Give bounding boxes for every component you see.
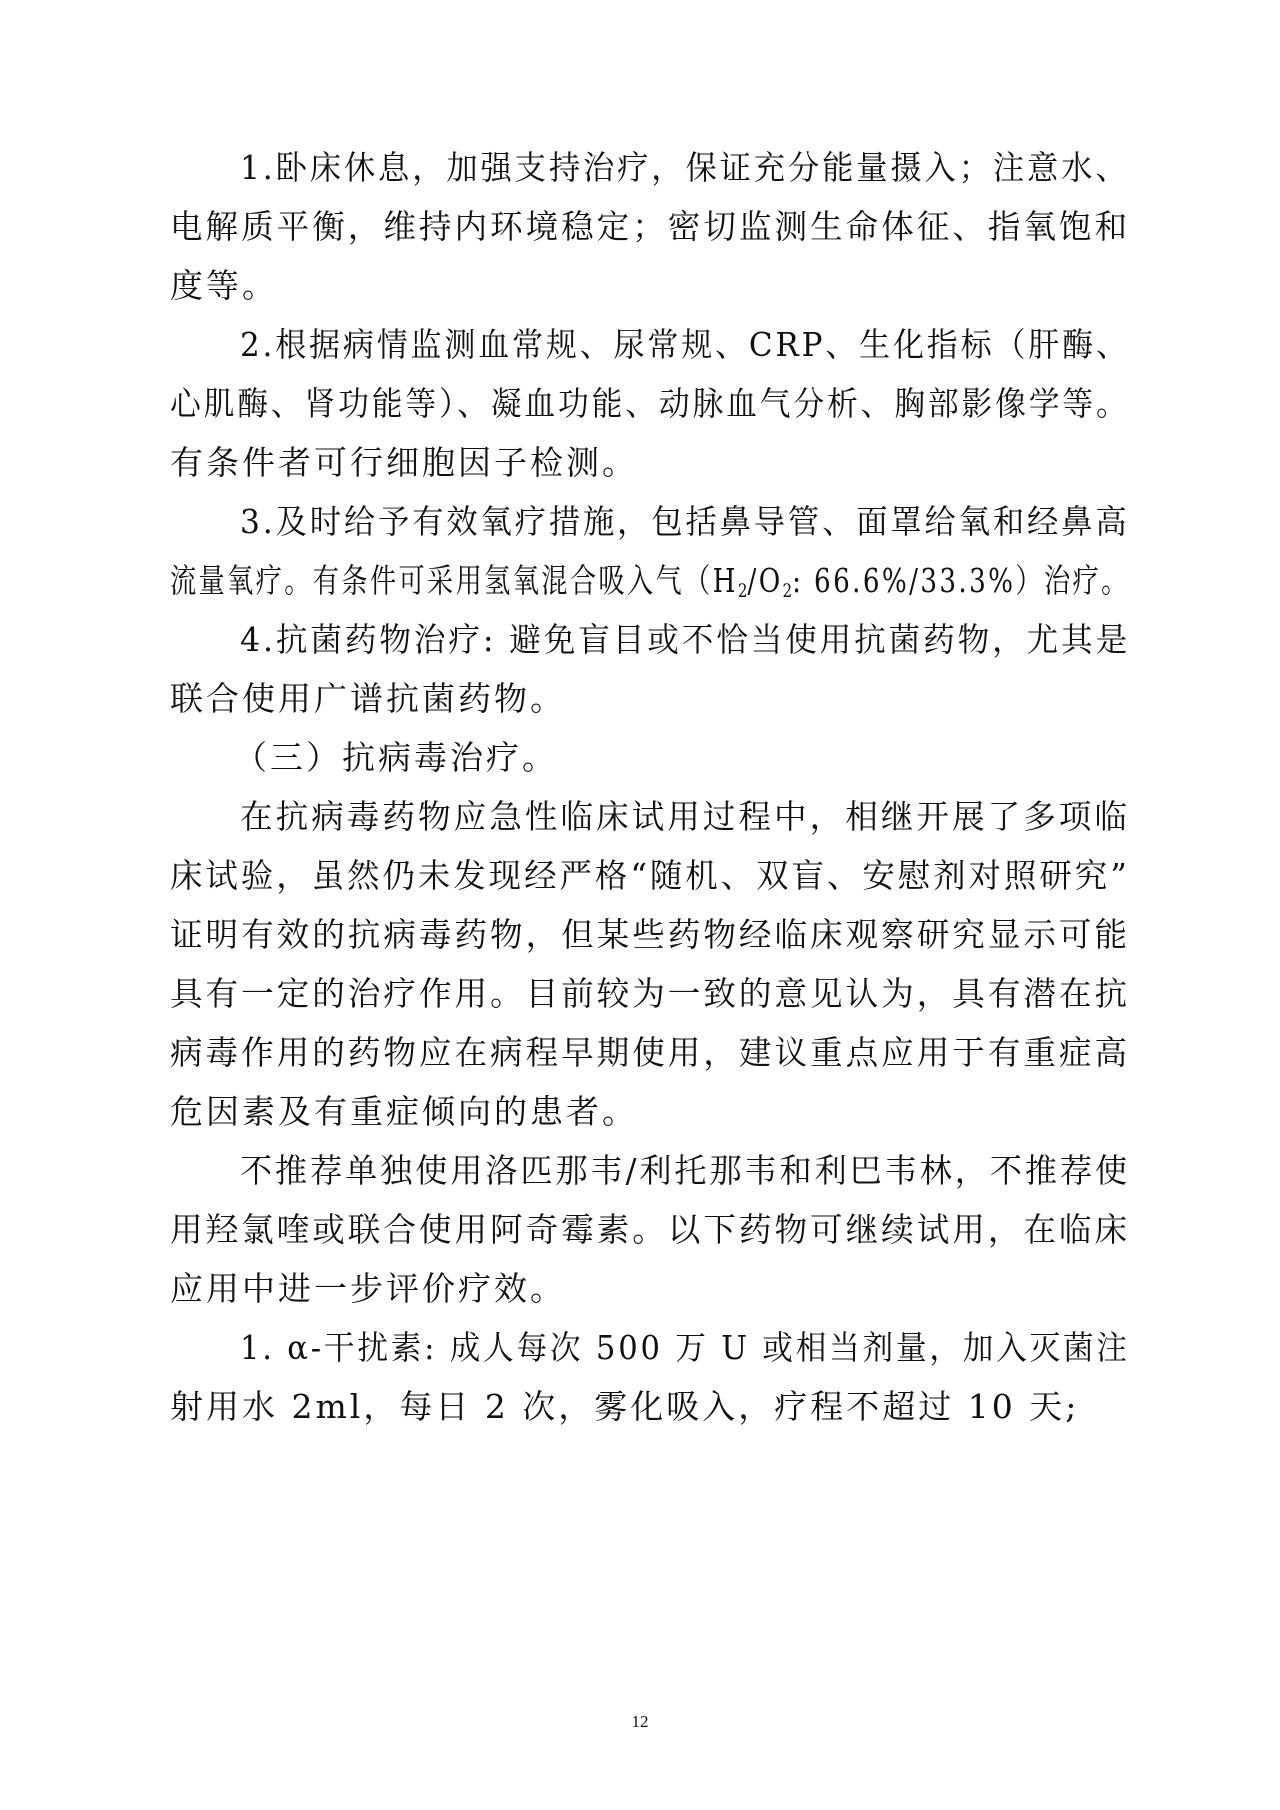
text-line: 2.根据病情监测血常规、尿常规、CRP、生化指标（肝酶、 <box>240 325 1130 364</box>
text-line: 用羟氯喹或联合使用阿奇霉素。以下药物可继续试用，在临床 <box>170 1210 1131 1249</box>
text-line: 具有一定的治疗作用。目前较为一致的意见认为，具有潜在抗 <box>170 974 1131 1013</box>
text-line: 证明有效的抗病毒药物，但某些药物经临床观察研究显示可能 <box>170 915 1131 954</box>
text-line: 3.及时给予有效氧疗措施，包括鼻导管、面罩给氧和经鼻高 <box>240 502 1130 541</box>
subscript: 2 <box>737 580 748 602</box>
text-segment: 流量氧疗。有条件可采用氢氧混合吸入气（H <box>170 561 738 600</box>
text-line: 电解质平衡，维持内环境稳定；密切监测生命体征、指氧饱和 <box>170 207 1131 246</box>
text-line: 联合使用广谱抗菌药物。 <box>170 679 566 718</box>
text-line: 4.抗菌药物治疗: 避免盲目或不恰当使用抗菌药物，尤其是 <box>240 620 1131 659</box>
text-line: 度等。 <box>170 266 278 305</box>
section-heading: （三）抗病毒治疗。 <box>234 738 558 777</box>
text-line: 有条件者可行细胞因子检测。 <box>170 443 638 482</box>
text-segment: /O <box>747 561 783 600</box>
text-line-with-formula <box>170 561 1130 601</box>
text-line: 应用中进一步评价疗效。 <box>170 1269 566 1308</box>
text-line: 不推荐单独使用洛匹那韦/利托那韦和利巴韦林，不推荐使 <box>240 1151 1131 1190</box>
text-line: 危因素及有重症倾向的患者。 <box>170 1092 638 1131</box>
page-number: 12 <box>631 1712 649 1731</box>
subscript: 2 <box>782 580 793 602</box>
text-line: 1. α-干扰素: 成人每次 500 万 U 或相当剂量，加入灭菌注 <box>240 1328 1130 1367</box>
text-segment: : 66.6%/33.3%）治疗。 <box>792 561 1130 600</box>
text-line: 在抗病毒药物应急性临床试用过程中，相继开展了多项临 <box>240 797 1131 836</box>
text-line: 1.卧床休息，加强支持治疗，保证充分能量摄入；注意水、 <box>240 148 1130 187</box>
text-line: 病毒作用的药物应在病程早期使用，建议重点应用于有重症高 <box>170 1033 1131 1072</box>
text-line: 床试验，虽然仍未发现经严格“随机、双盲、安慰剂对照研究” <box>170 856 1130 895</box>
text-line: 心肌酶、肾功能等）、凝血功能、动脉血气分析、胸部影像学等。 <box>170 384 1130 423</box>
text-line: 射用水 2ml，每日 2 次，雾化吸入，疗程不超过 10 天; <box>170 1387 1080 1426</box>
